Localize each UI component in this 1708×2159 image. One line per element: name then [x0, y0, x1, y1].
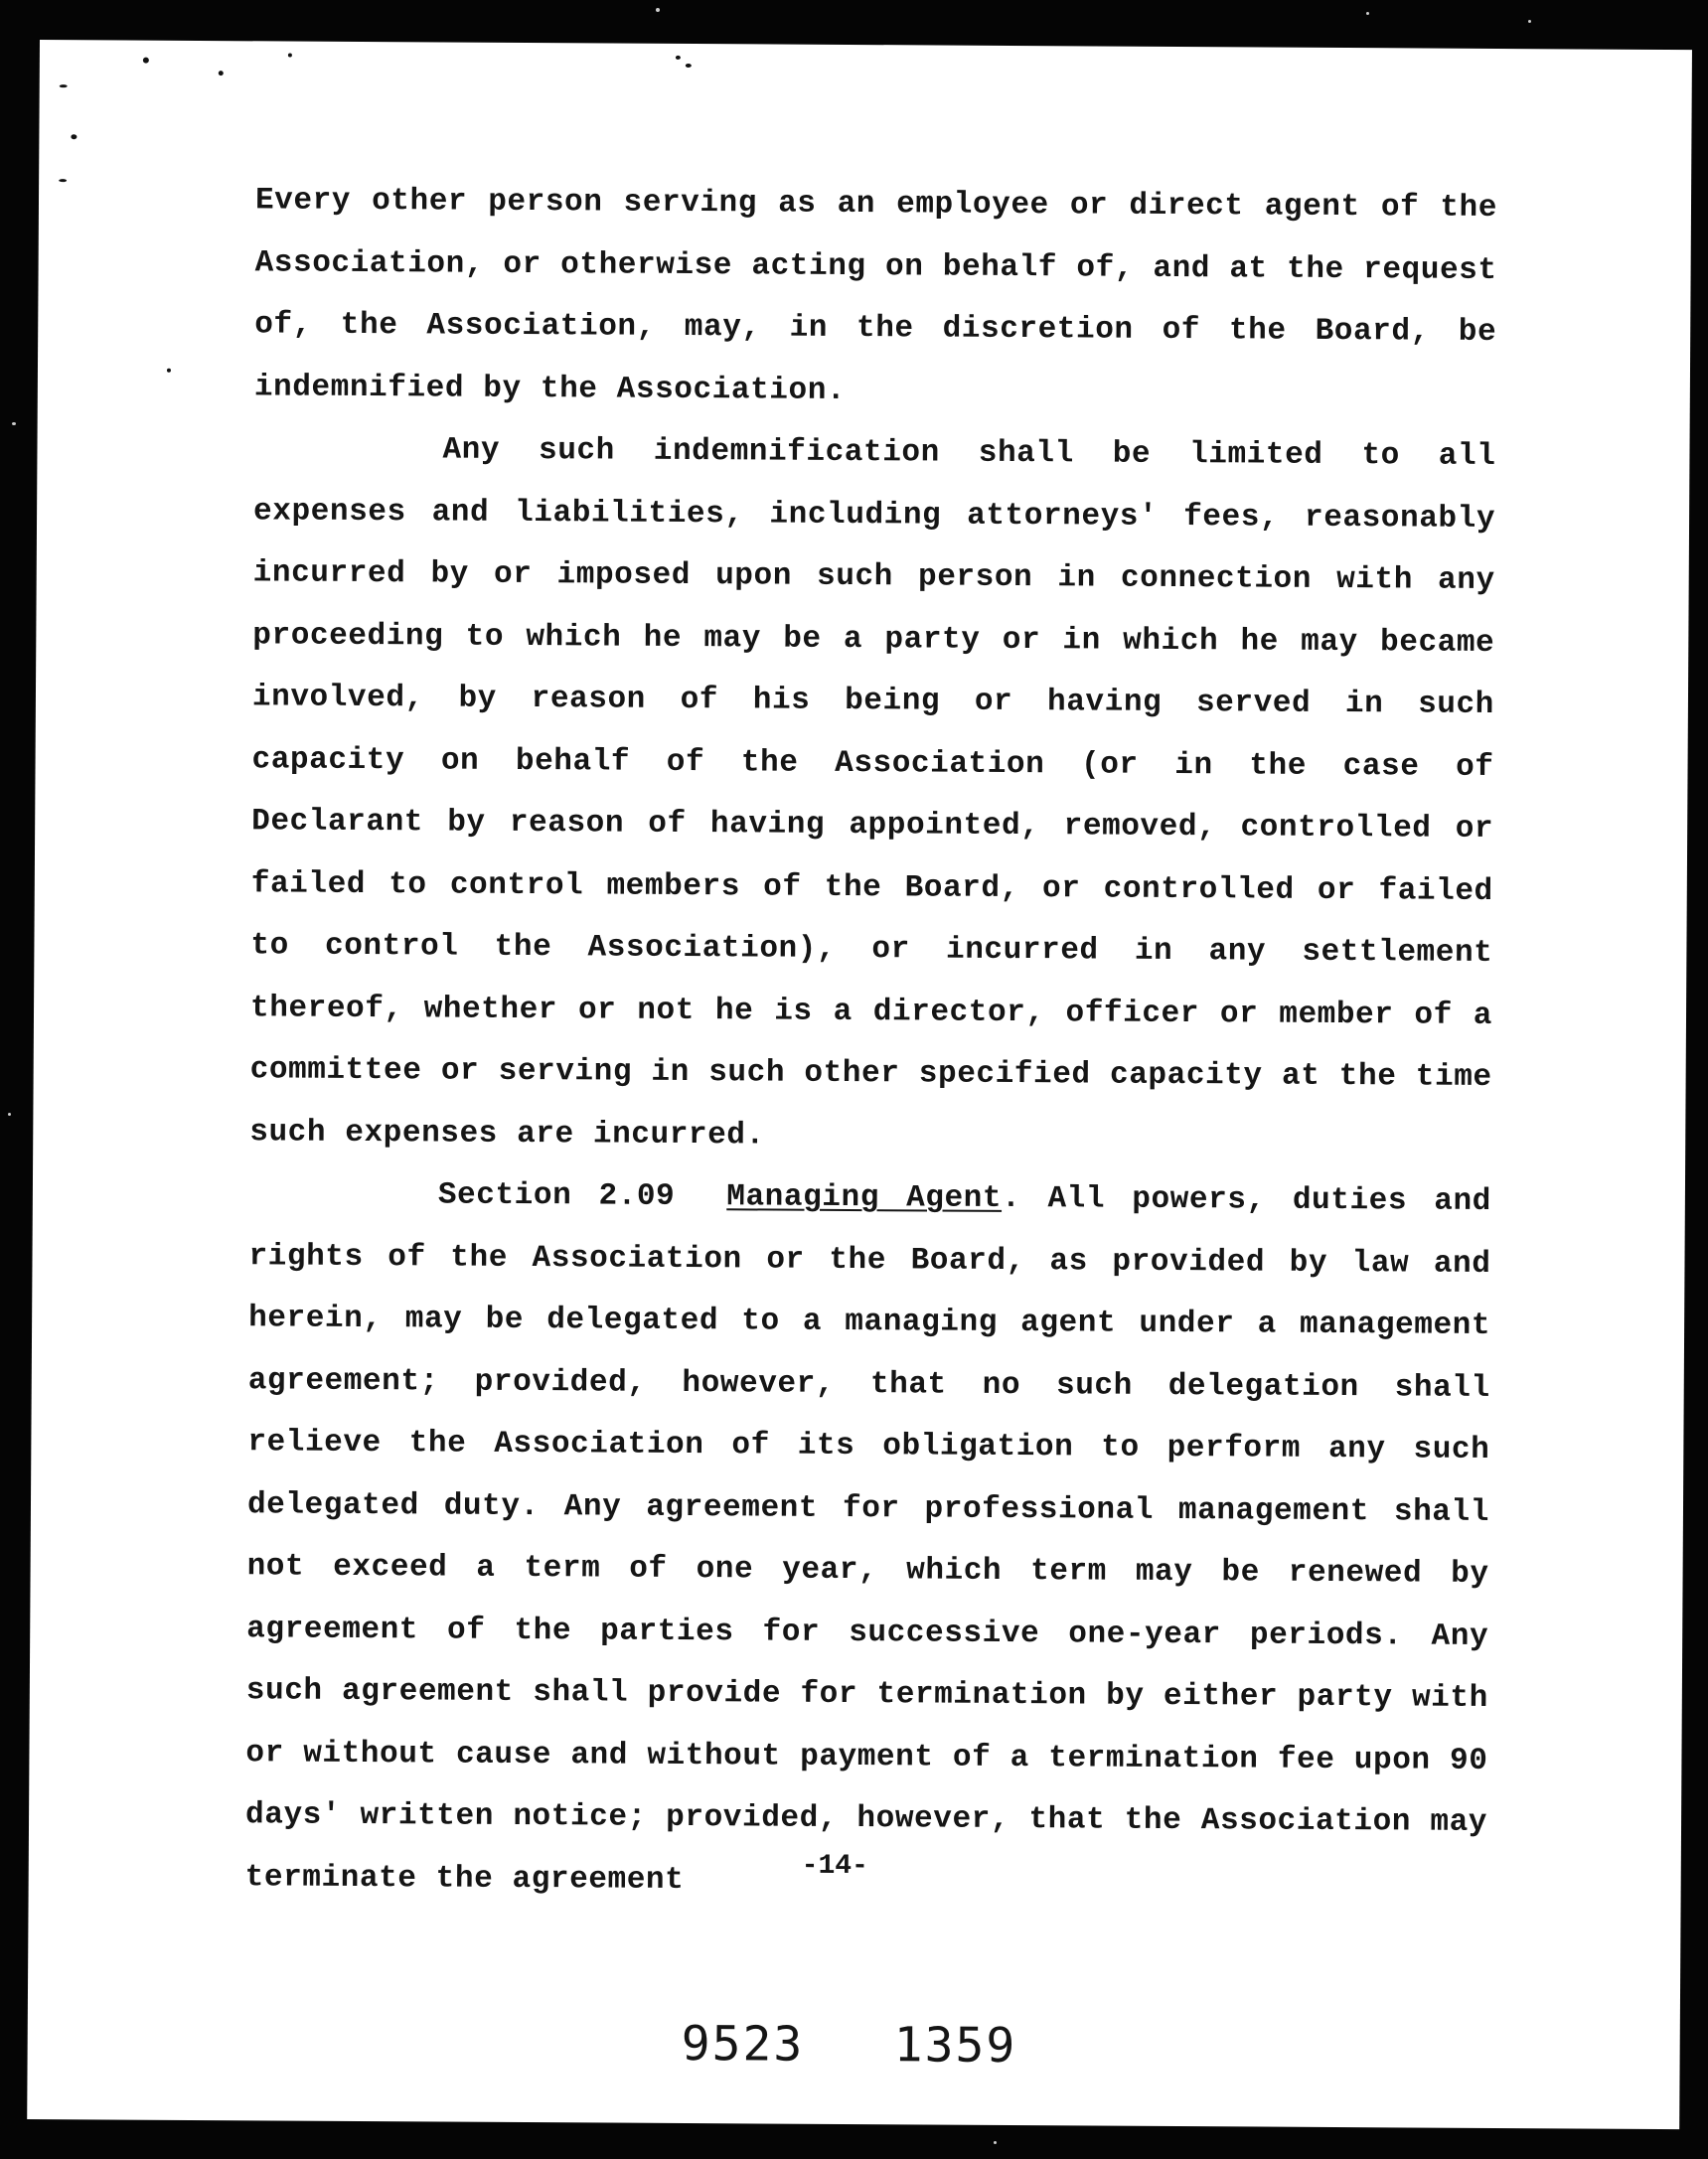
scan-speck	[71, 134, 77, 139]
section-2-09-managing-agent	[245, 1163, 1492, 1917]
scan-speck	[60, 84, 68, 87]
section-title-period: .	[1002, 1180, 1021, 1217]
scan-speck	[676, 56, 681, 60]
document-page	[27, 40, 1692, 2129]
section-body: All powers, duties and rights of the Association or the Board, as provided by law and herein, may be delegated to a managing agent under a management agreement; provided, however, that no such delegation shall relieve the Association of its obligation to perform any such delegated duty. Any agreement for professional management shall not exceed a term of one year, which term may be renewed by agreement of the parties for successive one-year periods. Any such agreement shall provide for termination by either party with or without cause and without payment of a termination fee upon 90 days' written notice; provided, however, that the Association may terminate the agreement	[244, 1181, 1492, 1898]
paragraph-employee-indemnification: Every other person serving as an employee or direct agent of the Association, or otherwise acting on behalf of, and at the request of, the Association, may, in the discretion of the Board, be indemnified by the Association.	[253, 183, 1498, 408]
paragraph-indemnification-limits: Any such indemnification shall be limited to all expenses and liabilities, including attorneys' fees, reasonably incurred by or imposed upon such person in connection with any proceeding to which he may be a party or in which he may became involved, by reason of his being or having served in such capacity on behalf of the Association (or in the case of Declarant by reason of having appointed, removed, controlled or failed to control members of the Board, or controlled or failed to control the Association), or incurred in any settlement thereof, whether or not he is a director, officer or member of a committee or serving in such other specified capacity at the time such expenses are incurred.	[249, 432, 1496, 1153]
scan-noise	[1366, 12, 1369, 15]
scan-speck	[219, 71, 224, 76]
scan-noise	[1528, 20, 1531, 23]
section-title: Managing Agent	[726, 1179, 1003, 1216]
scan-noise	[12, 422, 16, 425]
page-number: -14-	[801, 1850, 868, 1883]
scan-noise	[994, 2141, 997, 2144]
scan-speck	[686, 64, 692, 68]
recording-stamp-book: 9523	[681, 2015, 805, 2073]
recording-stamp-page: 1359	[893, 2017, 1017, 2075]
section-number: Section 2.09	[437, 1177, 676, 1214]
scan-noise	[656, 8, 660, 12]
document-body	[245, 170, 1498, 1917]
scan-speck	[167, 369, 171, 373]
scan-noise	[8, 1113, 11, 1116]
scan-speck	[288, 54, 292, 58]
scan-speck	[143, 58, 149, 64]
scan-speck	[59, 179, 67, 182]
